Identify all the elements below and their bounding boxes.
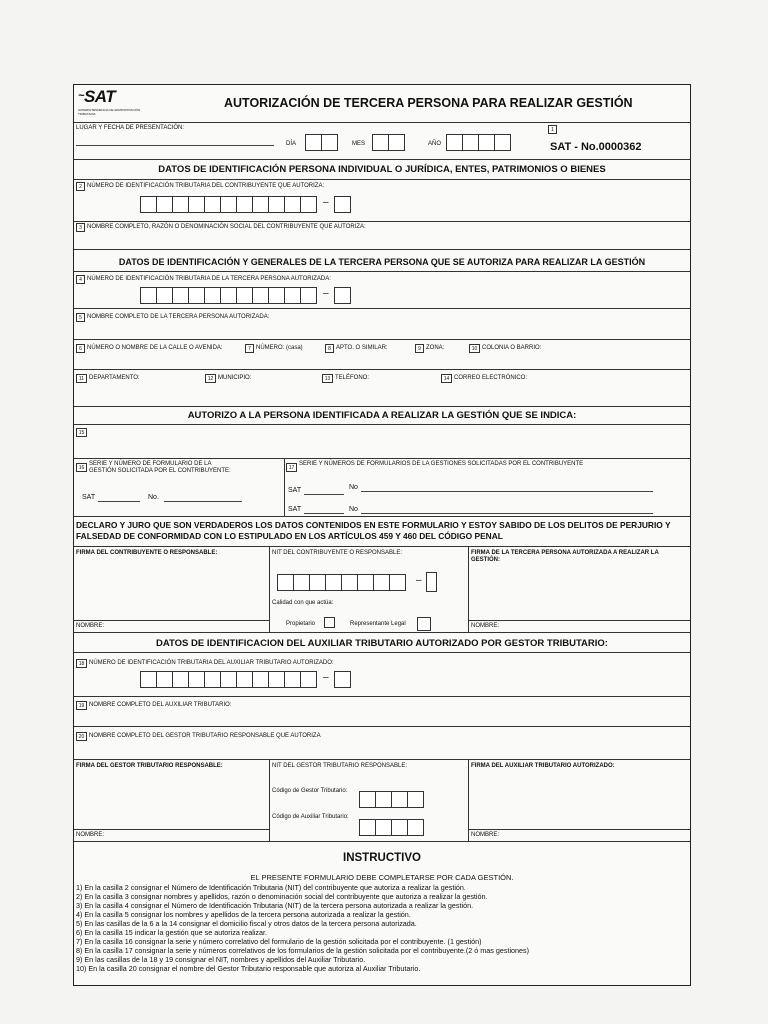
location-row xyxy=(74,370,690,407)
field-3-label: NOMBRE COMPLETO, RAZÓN O DENOMINACIÓN SOCIAL DEL CONTRIBUYENTE QUE AUTORIZA: xyxy=(87,224,366,230)
divider xyxy=(284,459,285,517)
field-7-number: 7 xyxy=(245,344,254,353)
field-8-number: 8 xyxy=(325,344,334,353)
field-13-label: TELÉFONO: xyxy=(335,375,370,381)
month-field[interactable] xyxy=(372,134,404,151)
field-3-number: 3 xyxy=(76,223,85,232)
declaration-text: DECLARO Y JURO QUE SON VERDADEROS LOS DATOS CONTENIDOS EN ESTE FORMULARIO Y ESTOY SABIDO DE LOS DELITOS DE PERJURIO Y FALSEDAD DE CONFORMIDAD CON LO ESTIPULADO EN LOS ARTÍCULOS 459 Y 460 DEL CÓDIGO PENAL xyxy=(76,520,671,541)
year-field[interactable] xyxy=(446,134,510,151)
year-label: AÑO xyxy=(428,141,442,147)
presentation-row xyxy=(74,123,690,160)
propietario-checkbox[interactable] xyxy=(324,617,335,628)
field-6-label: NÚMERO O NOMBRE DE LA CALLE O AVENIDA: xyxy=(87,345,223,351)
codigo-gestor-label: Código de Gestor Tributario: xyxy=(272,788,348,794)
sat-logo: ~SAT xyxy=(78,87,116,106)
section2-title: DATOS DE IDENTIFICACIÓN Y GENERALES DE LA TERCERA PERSONA QUE SE AUTORIZA PARA REALIZAR LA GESTIÓN xyxy=(118,257,646,267)
contributor-name-label: NOMBRE: xyxy=(76,623,105,629)
instructions-section xyxy=(74,842,690,985)
codigo-auxiliar-input[interactable] xyxy=(359,819,423,836)
gestor-nit-label: NIT DEL GESTOR TRIBUTARIO RESPONSABLE: xyxy=(272,763,408,769)
divider xyxy=(269,760,270,842)
field-17-no-label-1: No xyxy=(349,484,358,491)
instruction-item: 8) En la casilla 17 consignar la serie y números correlativos de los formularios de la gestión solicitada por el contribuyente.(2 ó mas gestiones) xyxy=(76,946,530,955)
field-18-number: 18 xyxy=(76,659,87,668)
form-title: AUTORIZACIÓN DE TERCERA PERSONA PARA REALIZAR GESTIÓN xyxy=(224,96,633,110)
field-9-number: 9 xyxy=(415,344,424,353)
field-20-number: 20 xyxy=(76,732,87,741)
instruction-item: 6) En la casilla 15 indicar la gestión que se autoriza realizar. xyxy=(76,928,267,937)
field-16-series-line[interactable] xyxy=(98,501,140,502)
month-label: MES xyxy=(352,141,366,147)
nit-dash: – xyxy=(323,288,329,299)
field-2-label: NÚMERO DE IDENTIFICACIÓN TRIBUTARIA DEL CONTRIBUYENTE QUE AUTORIZA: xyxy=(87,183,325,189)
field-17-sat-label-1: SAT xyxy=(288,487,302,494)
field-17-sat-label-2: SAT xyxy=(288,506,302,513)
place-date-line[interactable] xyxy=(76,145,274,146)
address-row xyxy=(74,340,690,370)
section3-title: AUTORIZO A LA PERSONA IDENTIFICADA A REALIZAR LA GESTIÓN QUE SE INDICA: xyxy=(187,410,577,421)
field-9-label: ZONA: xyxy=(426,345,445,351)
instruction-item: 10) En la casilla 20 consignar el nombre del Gestor Tributario responsable que autoriza al Auxiliar Tributario. xyxy=(76,964,421,973)
divider xyxy=(468,829,690,830)
field-16-sat-label: SAT xyxy=(82,494,96,501)
field-11-number: 11 xyxy=(76,374,87,383)
declaration-row xyxy=(74,517,690,547)
field-17-series-line-1[interactable] xyxy=(304,494,344,495)
field-16-number-line[interactable] xyxy=(164,501,242,502)
field-15-row xyxy=(74,425,690,459)
field-16-no-label: No. xyxy=(148,494,159,501)
auxiliary-name-label: NOMBRE: xyxy=(471,832,500,838)
section1-title: DATOS DE IDENTIFICACIÓN PERSONA INDIVIDUAL O JURÍDICA, ENTES, PATRIMONIOS O BIENES xyxy=(158,164,606,175)
field-7-label: NÚMERO: (casa) xyxy=(256,345,303,351)
field-10-label: COLONIA O BARRIO: xyxy=(482,345,542,351)
contributor-nit-label: NIT DEL CONTRIBUYENTE O RESPONSABLE: xyxy=(272,550,403,556)
logo-subtitle: SUPERINTENDENCIA DE ADMINISTRACIÓN TRIBUTARIA xyxy=(78,108,141,116)
field-4-number: 4 xyxy=(76,275,85,284)
field-14-number: 14 xyxy=(441,374,452,383)
auxiliary-nit-input[interactable] xyxy=(140,671,316,688)
field-18-row xyxy=(74,653,690,697)
instruction-item: 1) En la casilla 2 consignar el Número de Identificación Tributaria (NIT) del contribuyente que autoriza a realizar la gestión. xyxy=(76,883,466,892)
divider xyxy=(74,829,269,830)
field-2-row xyxy=(74,180,690,222)
field-19-number: 19 xyxy=(76,701,87,710)
field-5-row xyxy=(74,309,690,340)
field-17-number-line-2[interactable] xyxy=(361,513,653,514)
instructions-title: INSTRUCTIVO xyxy=(343,852,421,864)
field-11-label: DEPARTAMENTO: xyxy=(89,375,140,381)
instruction-item: 7) En la casilla 16 consignar la serie y número correlativo del formulario de la gestión solicitada por el contribuyente. (1 gestión) xyxy=(76,937,482,946)
field-17-no-label-2: No xyxy=(349,506,358,513)
nit-dash: – xyxy=(323,197,329,208)
auxiliary-signature-label: FIRMA DEL AUXILIAR TRIBUTARIO AUTORIZADO: xyxy=(471,763,615,769)
authorization-form xyxy=(73,84,691,986)
field-13-number: 13 xyxy=(322,374,333,383)
instruction-item: 3) En la casilla 4 consignar el Número de Identificación Tributaria (NIT) de la tercera persona autorizada a realizar la gestión. xyxy=(76,901,474,910)
representante-checkbox[interactable] xyxy=(417,617,431,631)
propietario-label: Propietario xyxy=(286,621,316,627)
section4-title: DATOS DE IDENTIFICACION DEL AUXILIAR TRIBUTARIO AUTORIZADO POR GESTOR TRIBUTARIO: xyxy=(156,638,608,649)
divider xyxy=(74,620,269,621)
field-15-number: 15 xyxy=(76,428,87,437)
form-series-row xyxy=(74,459,690,517)
form-number: SAT - No.0000362 xyxy=(550,141,642,153)
third-party-nit-check-digit[interactable] xyxy=(334,287,350,304)
form-header xyxy=(74,85,690,123)
field-20-row xyxy=(74,727,690,760)
field-17-label: SERIE Y NÚMEROS DE FORMULARIOS DE LA GESTIONES SOLICITADAS POR EL CONTRIBUYENTE xyxy=(299,461,584,467)
field-17-number: 17 xyxy=(286,463,297,472)
instruction-item: 9) En las casillas de la 18 y 19 consignar el NIT, nombres y apellidos del Auxiliar Tributario. xyxy=(76,955,366,964)
field-14-label: CORREO ELECTRÓNICO: xyxy=(454,375,528,381)
gestor-name-label: NOMBRE: xyxy=(76,832,105,838)
presentation-label: LUGAR Y FECHA DE PRESENTACIÓN: xyxy=(76,125,185,131)
codigo-gestor-input[interactable] xyxy=(359,791,423,808)
nit-dash: – xyxy=(416,575,422,586)
field-18-label: NÚMERO DE IDENTIFICACIÓN TRIBUTARIA DEL AUXILIAR TRIBUTARIO AUTORIZADO: xyxy=(89,660,334,666)
field-8-label: APTO. O SIMILAR: xyxy=(336,345,388,351)
divider xyxy=(468,620,690,621)
contributor-nit-input[interactable] xyxy=(140,196,316,213)
third-party-nit-input[interactable] xyxy=(140,287,316,304)
instruction-item: 4) En la casilla 5 consignar los nombres y apellidos de la tercera persona autorizada a realizar la gestión. xyxy=(76,910,411,919)
third-party-name-label: NOMBRE: xyxy=(471,623,500,629)
section1-header xyxy=(74,160,690,180)
field-16-number: 16 xyxy=(76,463,87,472)
field-10-number: 10 xyxy=(469,344,480,353)
field-17-series-line-2[interactable] xyxy=(304,513,344,514)
field-6-number: 6 xyxy=(76,344,85,353)
representante-label: Representante Legal xyxy=(350,621,406,627)
field-2-number: 2 xyxy=(76,182,85,191)
instruction-item: 2) En la casilla 3 consignar nombres y apellidos, razón o denominación social del contribuyente que autoriza a realizar la gestión. xyxy=(76,892,488,901)
divider xyxy=(269,547,270,633)
instruction-item: 5) En las casillas de la 6 a la 14 consignar el domicilio fiscal y otros datos de la tercera persona autorizada. xyxy=(76,919,417,928)
field-17-number-line-1[interactable] xyxy=(361,491,653,492)
logo-swoosh-icon: ~ xyxy=(78,90,84,102)
field-5-label: NOMBRE COMPLETO DE LA TERCERA PERSONA AUTORIZADA: xyxy=(87,314,270,320)
signature-row-1 xyxy=(74,547,690,633)
section4-header xyxy=(74,633,690,653)
nit-dash: – xyxy=(323,672,329,683)
third-party-signature-label: FIRMA DE LA TERCERA PERSONA AUTORIZADA A REALIZAR LA GESTIÓN: xyxy=(471,550,659,563)
section2-header xyxy=(74,250,690,272)
instructions-subtitle: EL PRESENTE FORMULARIO DEBE COMPLETARSE POR CADA GESTIÓN. xyxy=(250,873,514,882)
day-field[interactable] xyxy=(305,134,337,151)
box-number: 1 xyxy=(548,125,557,134)
field-4-label: NÚMERO DE IDENTIFICACIÓN TRIBUTARIA DE LA TERCERA PERSONA AUTORIZADA: xyxy=(87,276,331,282)
day-label: DÍA xyxy=(286,141,297,147)
field-12-label: MUNICIPIO: xyxy=(218,375,252,381)
codigo-auxiliar-label: Código de Auxiliar Tributario: xyxy=(272,814,349,820)
field-5-number: 5 xyxy=(76,313,85,322)
gestor-signature-label: FIRMA DEL GESTOR TRIBUTARIO RESPONSABLE: xyxy=(76,763,223,769)
responsible-nit-check-digit[interactable] xyxy=(426,572,437,592)
contributor-signature-label: FIRMA DEL CONTRIBUYENTE O RESPONSABLE: xyxy=(76,550,218,556)
field-3-row xyxy=(74,222,690,250)
field-19-row xyxy=(74,697,690,727)
calidad-label: Calidad con que actúa: xyxy=(272,600,334,606)
contributor-nit-check-digit[interactable] xyxy=(334,196,350,213)
responsible-nit-input[interactable] xyxy=(277,574,405,591)
field-16-label: SERIE Y NÚMERO DE FORMULARIO DE LA GESTIÓN SOLICITADA POR EL CONTRIBUYENTE: xyxy=(89,461,231,474)
auxiliary-nit-check-digit[interactable] xyxy=(334,671,350,688)
signature-row-2 xyxy=(74,760,690,842)
field-12-number: 12 xyxy=(205,374,216,383)
field-20-label: NOMBRE COMPLETO DEL GESTOR TRIBUTARIO RESPONSABLE QUE AUTORIZA xyxy=(89,733,321,739)
field-4-row xyxy=(74,272,690,309)
field-19-label: NOMBRE COMPLETO DEL AUXILIAR TRIBUTARIO: xyxy=(89,702,232,708)
section3-header xyxy=(74,407,690,425)
